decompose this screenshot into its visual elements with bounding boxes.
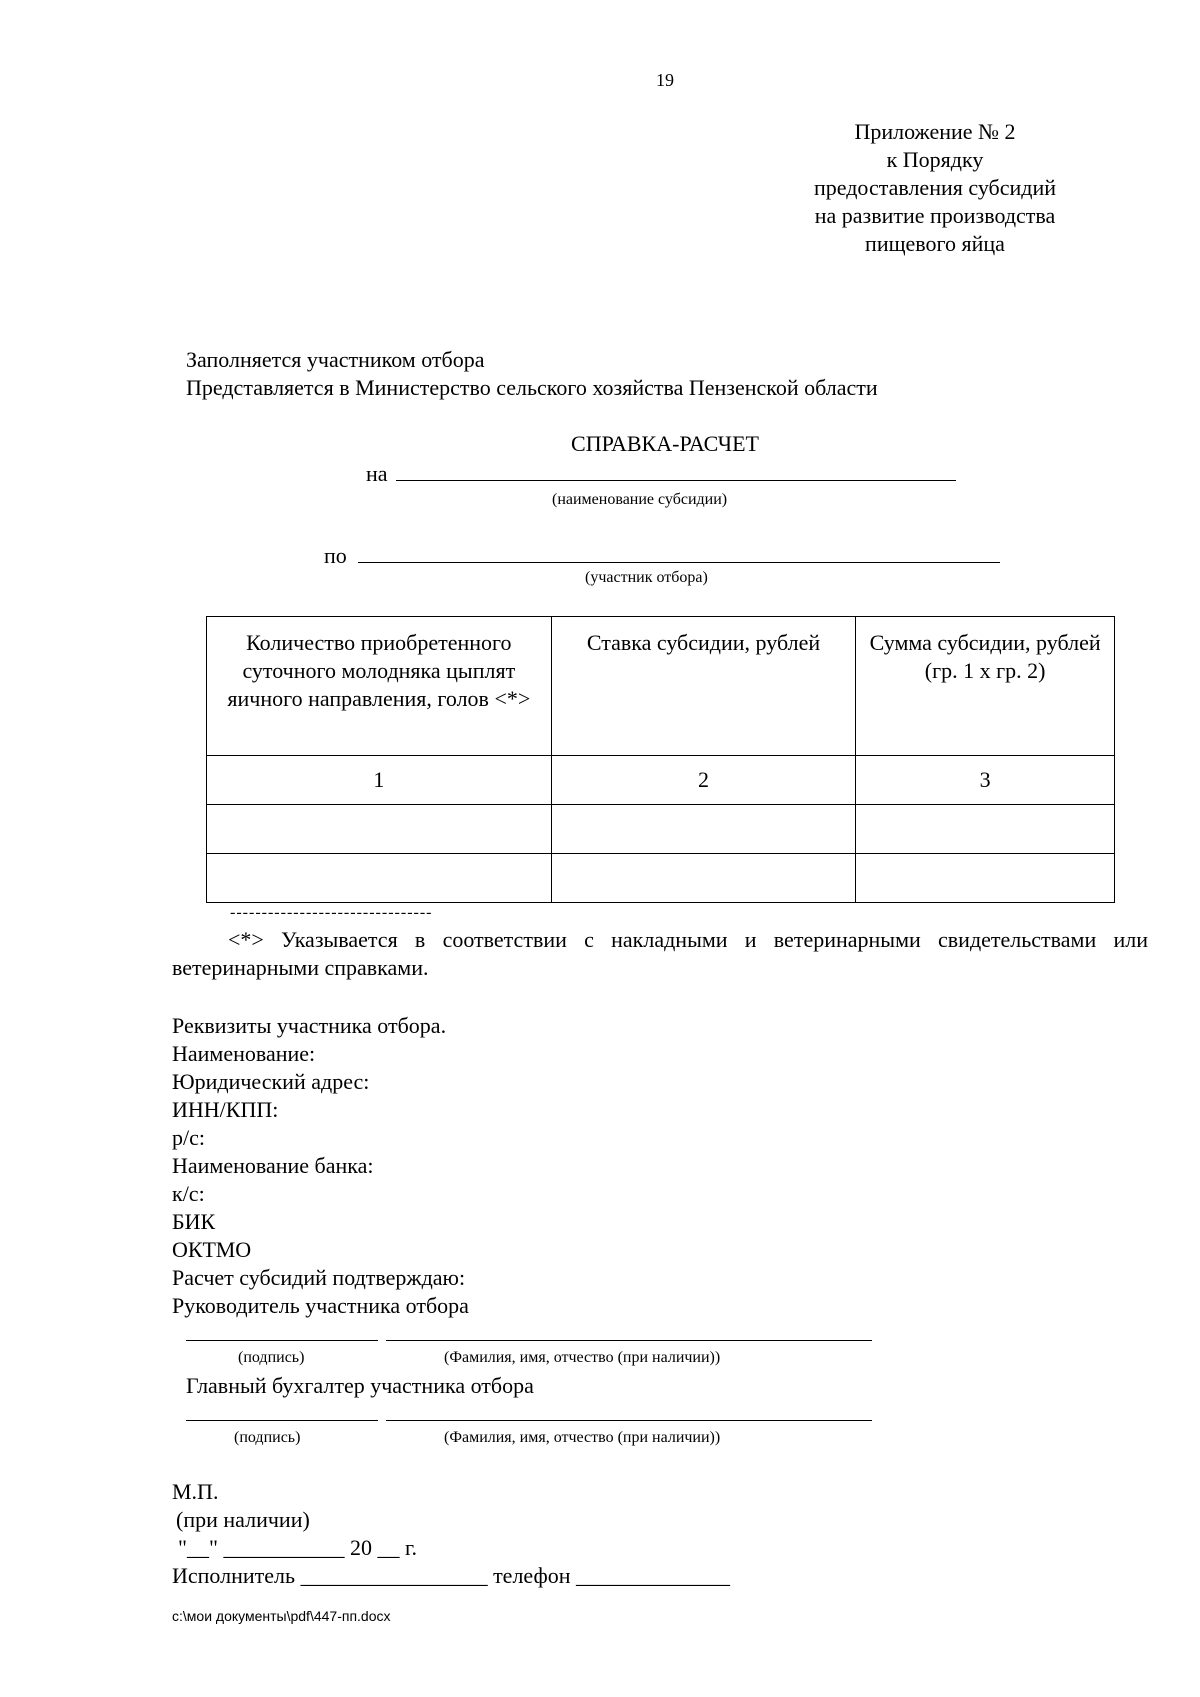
requisites-corr-account: к/с: [172,1181,205,1206]
page-number: 19 [656,70,674,90]
appendix-heading [790,118,1080,258]
table-header-row [207,617,1115,756]
table-cell[interactable] [551,854,856,903]
participant-name-line[interactable] [358,562,1000,563]
table-column-number-row [207,756,1115,805]
phone-label: телефон [493,1563,571,1588]
signature-caption: (подпись) [234,1429,301,1446]
table-header-cell: Сумма субсидии, рублей (гр. 1 x гр. 2) [856,617,1115,756]
executor-label: Исполнитель [172,1563,296,1588]
stamp-label: М.П. [172,1479,219,1504]
date-line[interactable]: "__" ___________ 20 __ г. [178,1535,418,1560]
head-signature-line[interactable] [186,1340,378,1341]
executor-blank[interactable]: _________________ [300,1563,488,1588]
appendix-line: к Порядку [886,147,984,172]
stamp-if-any: (при наличии) [176,1507,310,1532]
footnote-text: <*> Указывается в соответствии с накладными и ветеринарными свидетельствами или ветеринарными справками. [172,927,1148,980]
subsidy-prefix: на [366,461,388,486]
table-header-cell: Количество приобретенного суточного молодняка цыплят яичного направления, голов <*> [207,617,552,756]
head-name-line[interactable] [386,1340,872,1341]
form-title: СПРАВКА-РАСЧЕТ [571,431,759,456]
table-cell[interactable] [207,854,552,903]
column-number: 3 [856,756,1115,805]
requisites-bank: Наименование банка: [172,1153,374,1178]
signature-caption: (подпись) [238,1349,305,1366]
intro-line: Заполняется участником отбора [186,347,485,372]
table-cell[interactable] [207,805,552,854]
table-row [207,854,1115,903]
head-label: Руководитель участника отбора [172,1293,469,1318]
phone-blank[interactable]: ______________ [575,1563,730,1588]
table-header-cell: Ставка субсидии, рублей [551,617,856,756]
table-row [207,805,1115,854]
accountant-name-line[interactable] [386,1420,872,1421]
requisites-inn: ИНН/КПП: [172,1097,279,1122]
participant-caption: (участник отбора) [585,569,708,586]
footnote-separator: -------------------------------- [230,904,433,921]
column-number: 1 [207,756,552,805]
subsidy-name-line[interactable] [396,480,956,481]
table-cell[interactable] [856,854,1115,903]
subsidy-caption: (наименование субсидии) [552,491,728,508]
requisites-title: Реквизиты участника отбора. [172,1013,447,1038]
accountant-signature-line[interactable] [186,1420,378,1421]
requisites-bik: БИК [172,1209,216,1234]
name-caption: (Фамилия, имя, отчество (при наличии)) [444,1429,721,1446]
requisites-address: Юридический адрес: [172,1069,370,1094]
table-cell[interactable] [551,805,856,854]
name-caption: (Фамилия, имя, отчество (при наличии)) [444,1349,721,1366]
confirm-label: Расчет субсидий подтверждаю: [172,1265,466,1290]
table-cell[interactable] [856,805,1115,854]
requisites-name: Наименование: [172,1041,316,1066]
requisites-account: р/с: [172,1125,205,1150]
appendix-line: на развитие производства [814,203,1056,228]
appendix-line: предоставления субсидий [813,175,1057,200]
requisites-oktmo: ОКТМО [172,1237,252,1262]
appendix-line: Приложение № 2 [854,119,1016,144]
file-path: c:\мои документы\pdf\447-пп.docx [172,1608,391,1624]
appendix-line: пищевого яйца [865,231,1005,256]
executor-row [172,1562,730,1590]
participant-prefix: по [324,543,347,568]
column-number: 2 [551,756,856,805]
intro-line: Представляется в Министерство сельского хозяйства Пензенской области [186,375,878,400]
chief-accountant-label: Главный бухгалтер участника отбора [186,1373,534,1398]
calc-table [206,616,1115,903]
